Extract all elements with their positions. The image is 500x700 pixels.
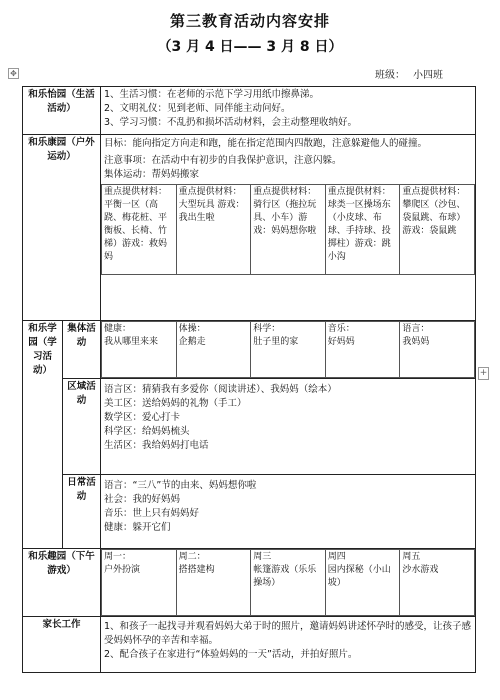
- area-item: 生活区：我给妈妈打电话: [104, 440, 209, 451]
- play-row: [23, 549, 476, 617]
- play-day: 周四 园内探秘（小山坡）: [325, 550, 400, 616]
- outdoor-note: 注意事项：在活动中有初步的自我保护意识，注意闪躲。: [104, 155, 342, 166]
- outdoor-row: [23, 135, 476, 321]
- outdoor-section-name: 和乐康园（户外运动）: [23, 135, 101, 321]
- group-activity-item: 体操： 企鹅走: [176, 322, 251, 378]
- schedule-table: [22, 86, 476, 673]
- outdoor-zone: 重点提供材料：球类一区操场东（小皮球、布球、手持球、投掷柱）游戏：跳小沟: [325, 185, 400, 275]
- area-activity-content: [101, 379, 476, 475]
- daily-activity-content: [101, 475, 476, 549]
- learning-section-name: 和乐学园（学习活动）: [23, 321, 63, 549]
- area-item: 科学区：给妈妈梳头: [104, 426, 190, 437]
- group-activity-item: 健康： 我从哪里来来: [102, 322, 177, 378]
- life-content: [101, 87, 476, 135]
- outdoor-zone: 重点提供材料：平衡一区（高跷、梅花桩、平衡板、长椅、竹梯）游戏：救妈妈: [102, 185, 177, 275]
- area-item: 美工区：送给妈妈的礼物（手工）: [104, 398, 247, 409]
- daily-item: 健康：躲开它们: [104, 522, 171, 533]
- parent-item: 1、和孩子一起找寻并观看妈妈大弟于时的照片，邀请妈妈讲述怀孕时的感受，让孩子感受妈妈怀孕的辛苦和幸福。: [104, 621, 472, 646]
- learning-area-row: [23, 379, 476, 475]
- group-activity-item: 语言： 我妈妈: [400, 322, 475, 378]
- life-item: 2、文明礼仪：见到老师、同伴能主动问好。: [104, 103, 291, 114]
- daily-item: 语言：“三八”节的由来、妈妈想你啦: [104, 480, 257, 491]
- life-row: [23, 87, 476, 135]
- life-item: 3、学习习惯：不乱扔和损坏活动材料，会主动整理收纳好。: [104, 117, 358, 128]
- area-item: 数学区：爱心打卡: [104, 412, 181, 423]
- date-range: （3 月 4 日—— 3 月 8 日）: [157, 39, 343, 55]
- group-activity-item: 科学： 肚子里的家: [251, 322, 326, 378]
- parent-row: [23, 617, 476, 673]
- play-day: 周五 沙水游戏: [400, 550, 475, 616]
- life-item: 1、生活习惯：在老师的示范下学习用纸巾擦鼻涕。: [104, 89, 320, 100]
- outdoor-content: [101, 135, 476, 321]
- group-activity-content: [101, 321, 476, 379]
- play-day: 周一： 户外扮演: [102, 550, 177, 616]
- parent-section-name: 家长工作: [23, 617, 101, 673]
- play-content: [101, 549, 476, 617]
- daily-item: 音乐：世上只有妈妈好: [104, 508, 200, 519]
- learning-daily-row: [23, 475, 476, 549]
- play-day: 周三 帐篷游戏（乐乐操场）: [251, 550, 326, 616]
- play-section-name: 和乐趣园（下午游戏）: [23, 549, 101, 617]
- outdoor-zone: 重点提供材料：骑行区（拖拉玩具、小车）游戏：妈妈想你啦: [251, 185, 326, 275]
- outdoor-zone: 重点提供材料：大型玩具 游戏：我出生啦: [176, 185, 251, 275]
- parent-item: 2、配合孩子在家进行“体验妈妈的一天”活动，并拍好照片。: [104, 649, 358, 660]
- play-day: 周二： 搭搭建构: [176, 550, 251, 616]
- class-label: 班级： 小四班: [375, 70, 443, 81]
- parent-content: [101, 617, 476, 673]
- learning-group-row: [23, 321, 476, 379]
- life-section-name: 和乐怡园（生活活动）: [23, 87, 101, 135]
- area-item: 语言区：猜猜我有多爱你（阅读讲述）、我妈妈（绘本）: [104, 384, 337, 395]
- outdoor-zone: 重点提供材料：攀爬区（沙包、袋鼠跳、布球）游戏：袋鼠跳: [400, 185, 475, 275]
- group-activity-item: 音乐： 好妈妈: [325, 322, 400, 378]
- outdoor-goal: 目标：能向指定方向走和跑，能在指定范围内四散跑，注意躲避他人的碰撞。: [104, 138, 428, 149]
- daily-activity-label: 日常活动: [63, 475, 101, 549]
- group-activity-label: 集体活动: [63, 321, 101, 379]
- outdoor-group: 集体运动：帮妈妈搬家: [104, 169, 200, 180]
- class-value: 小四班: [413, 70, 443, 81]
- page-title: 第三教育活动内容安排: [169, 12, 330, 30]
- table-move-handle-icon[interactable]: ✥: [8, 68, 19, 79]
- area-activity-label: 区域活动: [63, 379, 101, 475]
- add-row-plus-icon[interactable]: +: [479, 368, 488, 378]
- daily-item: 社会：我的好妈妈: [104, 494, 181, 505]
- outdoor-zones-table: [101, 184, 475, 275]
